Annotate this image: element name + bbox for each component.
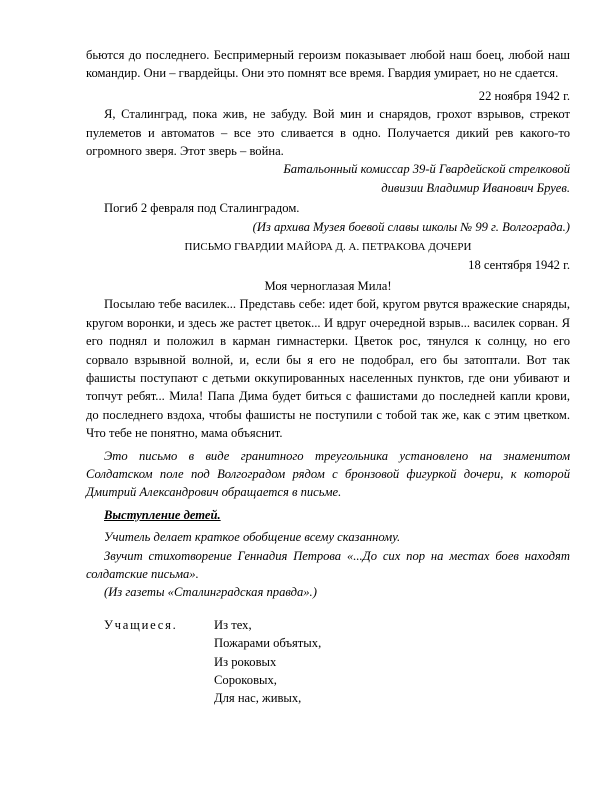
verse-line: Для нас, живых,	[214, 691, 302, 706]
verse-line: Сороковых,	[214, 673, 277, 687]
letter-greeting: Моя черноглазая Мила!	[264, 278, 392, 293]
newspaper-note: (Из газеты «Сталинградская правда».)	[104, 585, 317, 600]
archive-note: (Из архива Музея боевой славы школы № 99 г. Волгограда.)	[252, 219, 570, 234]
signature-line-2: дивизии Владимир Иванович Бруев.	[381, 180, 570, 195]
letter-date-2: 18 сентября 1942 г.	[468, 258, 570, 273]
verse-line: Из роковых	[214, 654, 277, 669]
document-page	[86, 46, 570, 708]
verse-speaker: Учащиеся.	[104, 617, 178, 632]
verse-line: Пожарами объятых,	[214, 636, 322, 651]
poem-intro: Звучит стихотворение Геннадия Петрова «...До сих пор на местах боев находят солдатские письма».	[86, 548, 570, 581]
letter-body: Посылаю тебе василек... Представь себе: идет бой, кругом рвутся вражеские снаряды, кругом воронки, и здесь же растет цветок... И вдруг очередной взрыв... василек сорван. Я его поднял и положил в карман гимнастерки. Цветок рос, тянулся к солнцу, но его сорвало взрывной волной, и, если бы я его не подобрал, его бы затоптали. Вот так фашисты поступают с детьми оккупированных населенных пунктов, где они убивают и топчут ребят... Мила! Папа Дима будет биться с фашистами до последней капли крови, до последнего вздоха, чтобы фашисты не поступили с тобой так же, как с этим цветком. Что тебе не понятно, мама объяснит.	[86, 297, 570, 441]
verse-block	[86, 616, 570, 708]
verse-lines	[214, 616, 570, 708]
signature-line-1: Батальонный комиссар 39-й Гвардейской стрелковой	[283, 162, 570, 177]
letter-date-1: 22 ноября 1942 г.	[478, 88, 570, 103]
teacher-note: Учитель делает краткое обобщение всему сказанному.	[104, 530, 401, 545]
letter-text-continuation: бьются до последнего. Беспримерный героизм показывает любой наш боец, любой наш командир. Они – гвардейцы. Они это помнят все время. Гвардия умирает, но не сдается.	[86, 48, 570, 81]
death-note: Погиб 2 февраля под Сталинградом.	[104, 201, 300, 216]
verse-line: Из тех,	[214, 617, 252, 632]
children-heading: Выступление детей.	[104, 507, 221, 522]
letter-text-stalingrad: Я, Сталинград, пока жив, не забуду. Вой мин и снарядов, грохот взрывов, стрекот пулеметов и автоматов – все это сливается в одно. Получается дикий рев какого-то огромного зверя. Этот зверь – война.	[86, 107, 570, 159]
monument-note: Это письмо в виде гранитного треугольника установлено на знаменитом Солдатском поле под Волгоградом рядом с бронзовой фигуркой дочери, к которой Дмитрий Александрович обращается в письме.	[86, 448, 570, 500]
letter-heading: ПИСЬМО ГВАРДИИ МАЙОРА Д. А. ПЕТРАКОВА ДОЧЕРИ	[184, 241, 472, 254]
